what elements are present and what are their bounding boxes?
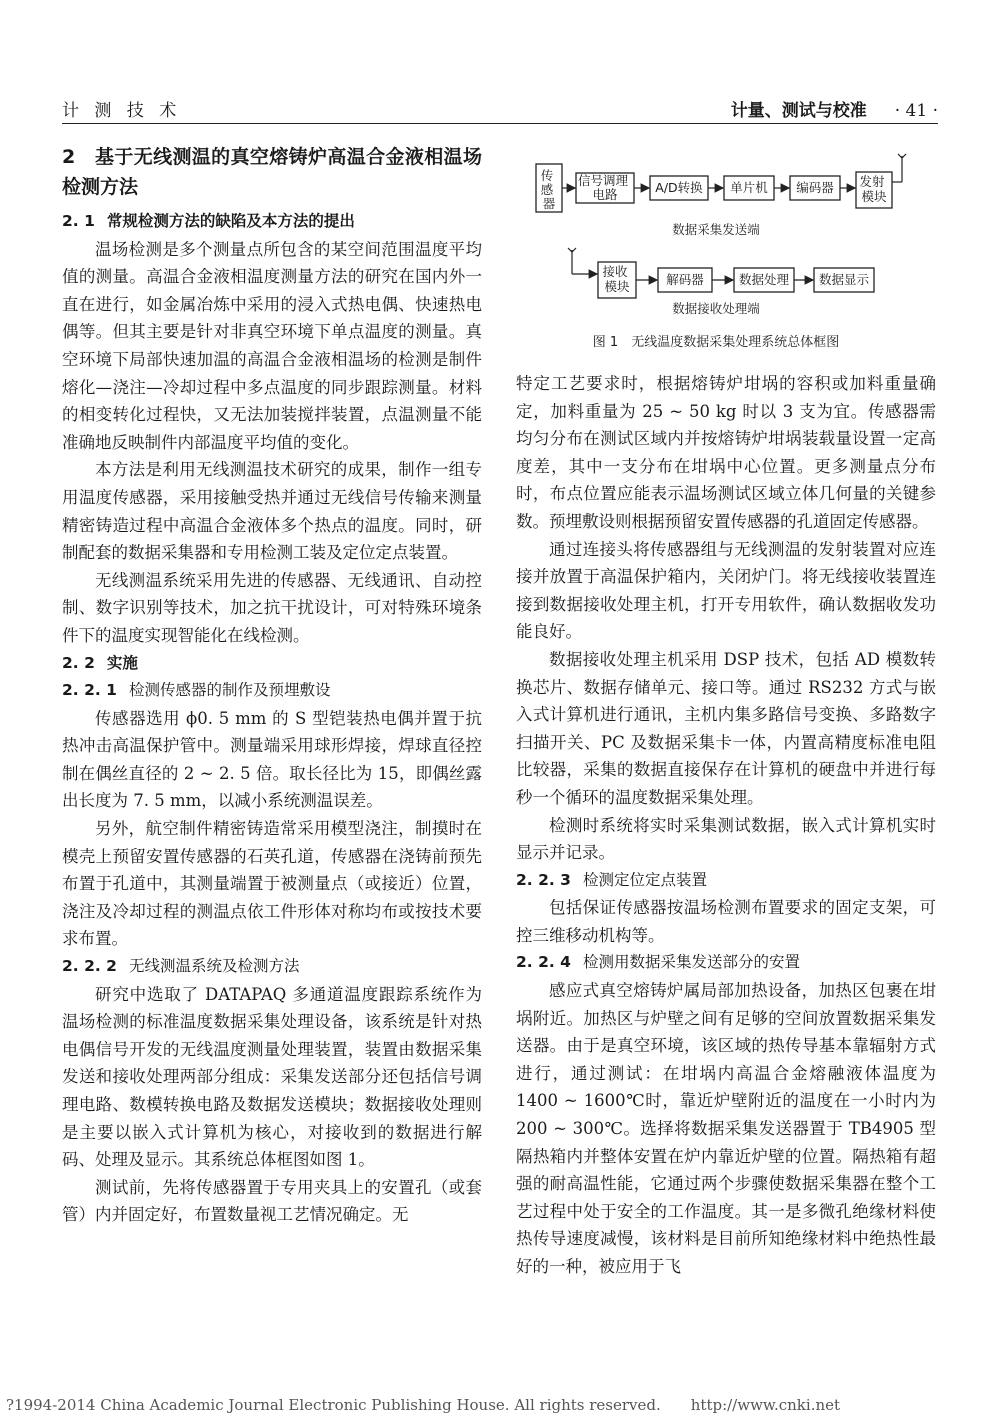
subsection-2-2-title: 实施 [106,653,138,672]
paragraph: 测试前，先将传感器置于专用夹具上的安置孔（或套管）内并固定好，布置数量视工艺情况确定。无 [62,1177,482,1225]
paragraph: 另外，航空制件精密铸造常采用模型浇注，制摸时在模壳上预留安置传感器的石英孔道，传感器在浇铸前预先布置于孔道中，其测量端置于被测量点（或接近）位置，浇注及冷却过程的测温点依工件形体对称均布或按技术要求布置。 [62,819,482,949]
column-name: 计量、测试与校准 [730,101,867,121]
paragraph: 感应式真空熔铸炉属局部加热设备，加热区包裹在坩埚附近。加热区与炉壁之间有足够的空间放置数据采集发送器。由于是真空环境，该区域的热传导基本靠辐射方式进行，通过测试：在坩埚内高温合金熔融液体温度为 1400 ~ 1600℃时，靠近炉壁附近的温度在一小时内为 200 ~ 300℃。选择将数据采集发送器置于 TB4905 型隔热箱内并整体安置在炉内靠近炉壁的位置。隔热箱有超强的耐高温性能，它通过两个步骤使数据采集器在整个工艺过程中处于安全的工作温度。其一是多微孔绝缘材料使热传导速度减慢，该材料是目前所知绝缘材料中绝热性最好的一种，被应用于飞 [516,981,936,1276]
rx-section-label: 数据接收处理端 [672,301,760,316]
block-data-display-label: 数据显示 [818,272,870,287]
subsection-2-2-4-heading [516,949,936,977]
subsection-2-2-heading [62,650,482,678]
paragraph: 温场检测是多个测量点所包含的某空间范围温度平均值的测量。高温合金液相温度测量方法的研究在国内外一直在进行，如金属冶炼中采用的浸入式热电偶、快速热电偶等。但其主要是针对非真空环境下单点温度的测量。真空环境下局部快速加温的高温合金液相温场的检测是制件熔化—浇注—冷却过程中多点温度的同步跟踪测量。材料的相变转化过程快，又无法加装搅拌装置，点温测量不能准确地反映制件内部温度平均值的变化。 [62,239,482,452]
subsection-2-2-4-number: 2. 2. 4 [516,953,571,972]
copyright-footer: ?1994-2014 China Academic Journal Electronic Publishing House. All rights reserved. http://www.cnki.net [6,1396,841,1414]
header-rule [62,123,938,124]
block-transmitter-line-2: 模块 [861,189,887,204]
subsection-2-2-1-heading [62,677,482,705]
block-ad-converter-label: A/D转换 [655,180,703,195]
block-receiver-label [603,264,632,294]
paragraph: 通过连接头将传感器组与无线测温的发射装置对应连接并放置于高温保护箱内，关闭炉门。将无线接收装置连接到数据接收处理主机，打开专用软件，确认数据收发功能良好。 [516,539,936,642]
block-encoder-label: 编码器 [796,180,834,195]
subsection-2-2-3-number: 2. 2. 3 [516,870,571,889]
section-title: 2 基于无线测温的真空熔铸炉高温合金液相温场检测方法 [62,146,482,198]
subsection-2-2-number: 2. 2 [62,653,95,672]
page-number: · 41 · [894,101,938,121]
paragraph: 包括保证传感器按温场检测布置要求的固定支架，可控三维移动机构等。 [516,898,936,945]
subsection-2-2-2-heading [62,953,482,981]
block-transmitter-label [860,174,889,204]
subsection-2-2-4-title: 检测用数据采集发送部分的安置 [582,953,800,972]
running-header [731,96,938,121]
journal-name: 计 测 技 术 [62,101,182,121]
subsection-2-1-number: 2. 1 [62,212,95,230]
figure-caption: 图 1 无线温度数据采集处理系统总体框图 [592,335,840,350]
block-sensor-line-1: 传 [540,168,554,183]
paragraph: 特定工艺要求时，根据熔铸炉坩埚的容积或加料重量确定，加料重量为 25 ~ 50 kg 时以 3 支为宜。传感器需均匀分布在测试区域内并按熔铸炉坩埚装载量设置一定高度差，其中一支分布在坩埚中心位置。更多测量点分布时，布点位置应能表示温场测试区域立体几何量的关键参数。预埋敷设则根据预留安置传感器的孔道固定传感器。 [516,374,936,531]
block-receiver-line-2: 模块 [604,279,630,294]
right-column [516,370,936,1281]
subsection-2-1-title: 常规检测方法的缺陷及本方法的提出 [106,212,355,230]
block-sensor-line-3: 器 [542,196,556,211]
paragraph: 数据接收处理主机采用 DSP 技术，包括 AD 模数转换芯片、数据存储单元、接口等。通过 RS232 方式与嵌入式计算机进行通讯，主机内集多路信号变换、多路数字扫描开关、PC 及数据采集卡一体，内置高精度标准电阻比较器，采集的数据直接保存在计算机的硬盘中并进行每秒一个循环的温度数据采集处理。 [516,649,936,807]
block-transmitter-line-1: 发射 [859,174,885,189]
paragraph: 本方法是利用无线测温技术研究的成果，制作一组专用温度传感器，采用接触受热并通过无线信号传输来测量精密铸造过程中高温合金液体多个热点的温度。同时，研制配套的数据采集器和专用检测工装及定位定点装置。 [62,460,482,563]
subsection-2-2-3-heading [516,867,936,895]
block-sensor-line-2: 感 [540,182,554,197]
block-sensor-label [541,168,558,211]
left-column [62,142,482,1229]
block-mcu-label: 单片机 [730,180,768,195]
paragraph: 传感器选用 ϕ0. 5 mm 的 S 型铠装热电偶并置于抗热冲击高温保护管中。测量端采用球形焊接，焊球直径控制在偶丝直径的 2 ~ 2. 5 倍。取长径比为 15，即偶丝露出长度为 7. 5 mm，以减小系统测温误差。 [62,708,482,811]
subsection-2-2-1-number: 2. 2. 1 [62,681,117,700]
subsection-2-2-2-title: 无线测温系统及检测方法 [128,957,300,976]
block-signal-line-2: 电路 [592,187,618,202]
block-receiver-line-1: 接收 [602,264,628,279]
figure-1 [516,150,938,356]
block-signal-line-1: 信号调理 [578,173,629,188]
subsection-2-2-3-title: 检测定位定点装置 [582,870,707,889]
paragraph: 研究中选取了 DATAPAQ 多通道温度跟踪系统作为温场检测的标准温度数据采集处理设备，该系统是针对热电偶信号开发的无线温度测量处理装置，装置由数据采集发送和接收处理两部分组成：采集发送部分还包括信号调理电路、数模转换电路及数据发送模块；数据接收处理则是主要以嵌入式计算机为核心，对接收到的数据进行解码、处理及显示。其系统总体框图如图 1。 [62,984,482,1170]
paragraph: 检测时系统将实时采集测试数据，嵌入式计算机实时显示并记录。 [516,815,936,863]
block-diagram [516,150,938,356]
block-decoder-label: 解码器 [666,272,704,287]
block-signal-conditioning-label [578,173,632,202]
paragraph: 无线测温系统采用先进的传感器、无线通讯、自动控制、数字识别等技术，加之抗干扰设计，可对特殊环境条件下的温度实现智能化在线检测。 [62,570,482,645]
subsection-2-2-2-number: 2. 2. 2 [62,957,117,976]
tx-section-label: 数据采集发送端 [672,222,760,237]
subsection-2-1-heading [62,208,482,236]
block-data-processing-label: 数据处理 [738,272,790,287]
subsection-2-2-1-title: 检测传感器的制作及预埋敷设 [128,681,331,700]
